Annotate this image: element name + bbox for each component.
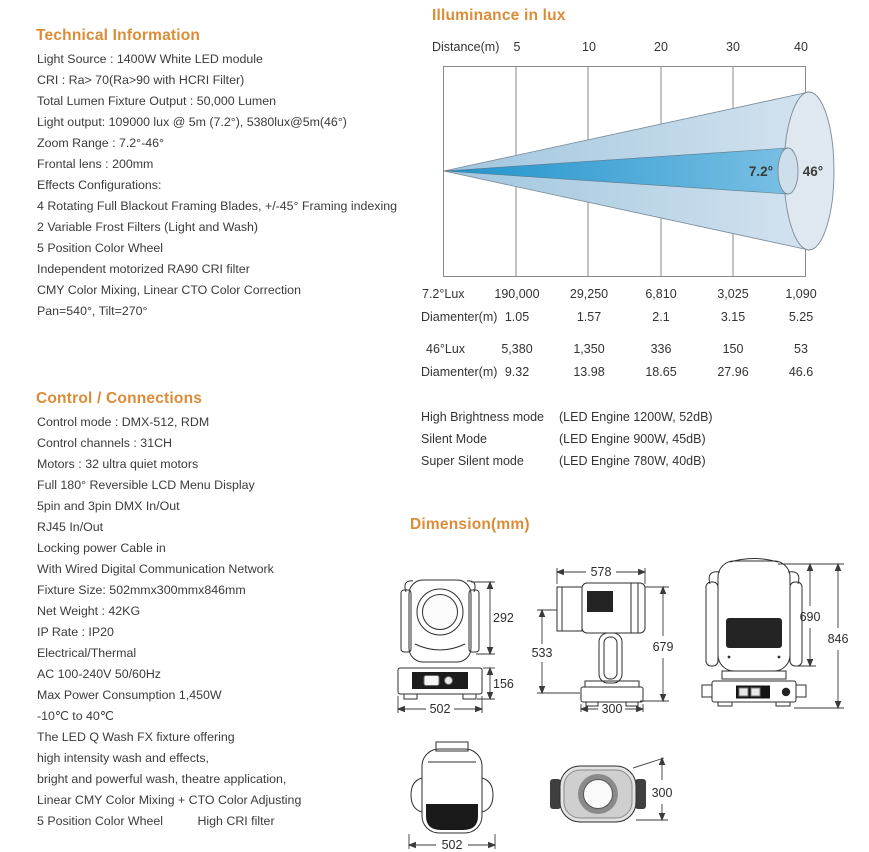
rear-view-dim-labels [800,610,849,646]
lux-row-label: Diamenter(m) [421,310,498,324]
spec-line: Locking power Cable in [37,541,166,555]
spec-line: Net Weight : 42KG [37,604,141,618]
spec-line: The LED Q Wash FX fixture offering [37,730,235,744]
top-view-drawing [398,740,548,852]
head-top-view-drawing [545,748,705,846]
mode-row [0,454,869,471]
lux-value: 1.57 [576,310,602,324]
front-head-height-dim: 292 [493,611,514,625]
front-width-dim: 502 [429,702,451,716]
lux-value: 1.05 [504,310,530,324]
lux-value: 2.1 [652,310,670,324]
lux-value: 5.25 [788,310,814,324]
mode-row [0,432,869,449]
spec-line: Independent motorized RA90 CRI filter [37,262,250,276]
lux-value: 29,250 [569,287,609,301]
side-left-height-dim: 533 [531,646,553,660]
spec-line: Motors : 32 ultra quiet motors [37,457,199,471]
lux-table-row [0,365,869,382]
spec-line: CRI : Ra> 70(Ra>90 with HCRI Filter) [37,73,245,87]
spec-line: Frontal lens : 200mm [37,157,154,171]
spec-line: Full 180° Reversible LCD Menu Display [37,478,255,492]
spec-line: Pan=540°, Tilt=270° [37,304,148,318]
technical-information-list [37,49,397,322]
spec-line: AC 100-240V 50/60Hz [37,667,161,681]
mode-value: (LED Engine 1200W, 52dB) [559,410,713,424]
spec-line: IP Rate : IP20 [37,625,114,639]
lux-value: 9.32 [504,365,530,379]
rear-inner-height-dim: 690 [799,610,821,624]
distance-tick: 10 [582,40,596,54]
lux-value: 6,810 [645,287,677,301]
control-connections-heading: Control / Connections [36,390,203,407]
dimension-heading: Dimension(mm) [410,516,530,533]
spec-line: With Wired Digital Communication Network [37,562,274,576]
distance-tick: 30 [726,40,740,54]
lux-table-row [0,342,869,359]
front-view-fixture [398,580,482,699]
illuminance-heading: Illuminance in lux [432,7,566,24]
spec-line: RJ45 In/Out [37,520,104,534]
mode-label: Super Silent mode [421,454,524,468]
mode-value: (LED Engine 900W, 45dB) [559,432,706,446]
side-top-width-dim: 578 [590,565,612,579]
beam-face-narrow [778,148,798,194]
top-view-width-dim: 502 [441,838,463,852]
spec-line: Control mode : DMX-512, RDM [37,415,210,429]
spec-line: Fixture Size: 502mmx300mmx846mm [37,583,246,597]
side-view-fixture [557,583,645,706]
spec-line: -10℃ to 40℃ [37,709,114,723]
mode-label: Silent Mode [421,432,488,446]
spec-line: 5 Position Color Wheel [37,241,164,255]
lux-row-label: 46°Lux [426,342,466,356]
spec-line: Max Power Consumption 1,450W [37,688,222,702]
lux-value: 3,025 [717,287,749,301]
lux-value: 336 [650,342,672,356]
distance-tick: 5 [513,40,521,54]
spec-line: Light Source : 1400W White LED module [37,52,263,66]
narrow-beam-angle-label: 7.2° [748,164,773,179]
spec-line: high intensity wash and effects, [37,751,209,765]
spec-line: 5pin and 3pin DMX In/Out [37,499,180,513]
lux-value: 190,000 [494,287,540,301]
top-view-fixture [411,742,493,833]
head-top-fixture [550,766,646,822]
distance-axis-label: Distance(m) [432,40,500,54]
mode-value: (LED Engine 780W, 40dB) [559,454,706,468]
spec-line: Light output: 109000 lux @ 5m (7.2°), 5380lux@5m(46°) [37,115,347,129]
distance-tick: 40 [794,40,808,54]
side-view-drawing [528,560,698,715]
head-top-depth-dim: 300 [651,786,673,800]
rear-view-fixture [702,559,806,707]
lux-row-label: 7.2°Lux [422,287,465,301]
rear-view-drawing [698,554,869,716]
rear-total-height-dim: 846 [827,632,849,646]
spec-line: Control channels : 31CH [37,436,172,450]
lux-value: 13.98 [573,365,605,379]
front-view-drawing [396,576,518,720]
lux-value: 150 [722,342,744,356]
lux-row-label: Diamenter(m) [421,365,498,379]
spec-line: 4 Rotating Full Blackout Framing Blades, +/-45° Framing indexing [37,199,397,213]
side-right-height-dim: 679 [652,640,674,654]
technical-information-heading: Technical Information [36,27,201,44]
control-connections-list [37,412,301,832]
side-base-width-dim: 300 [601,702,623,715]
lux-value: 46.6 [788,365,814,379]
lux-value: 27.96 [717,365,749,379]
illuminance-beam-chart [443,64,835,282]
lux-table-row [0,287,869,304]
spec-line: Electrical/Thermal [37,646,137,660]
spec-line: CMY Color Mixing, Linear CTO Color Correction [37,283,301,297]
spec-line: Linear CMY Color Mixing + CTO Color Adjusting [37,793,302,807]
lux-table-row [0,310,869,327]
lux-value: 3.15 [720,310,746,324]
lux-value: 1,090 [785,287,817,301]
spec-line: bright and powerful wash, theatre application, [37,772,287,786]
front-base-height-dim: 156 [493,677,514,691]
spec-line: 5 Position Color Wheel High CRI filter [37,814,275,828]
spec-line: Effects Configurations: [37,178,162,192]
spec-line: Total Lumen Fixture Output : 50,000 Lumen [37,94,277,108]
lux-value: 5,380 [501,342,533,356]
spec-line: 2 Variable Frost Filters (Light and Wash) [37,220,259,234]
lux-value: 1,350 [573,342,605,356]
mode-row [0,410,869,427]
wide-beam-angle-label: 46° [802,164,824,179]
mode-label: High Brightness mode [421,410,544,424]
side-view-dim-labels [532,565,674,715]
spec-line: Zoom Range : 7.2°-46° [37,136,164,150]
lux-value: 18.65 [645,365,677,379]
lux-value: 53 [794,342,808,356]
distance-tick: 20 [654,40,668,54]
